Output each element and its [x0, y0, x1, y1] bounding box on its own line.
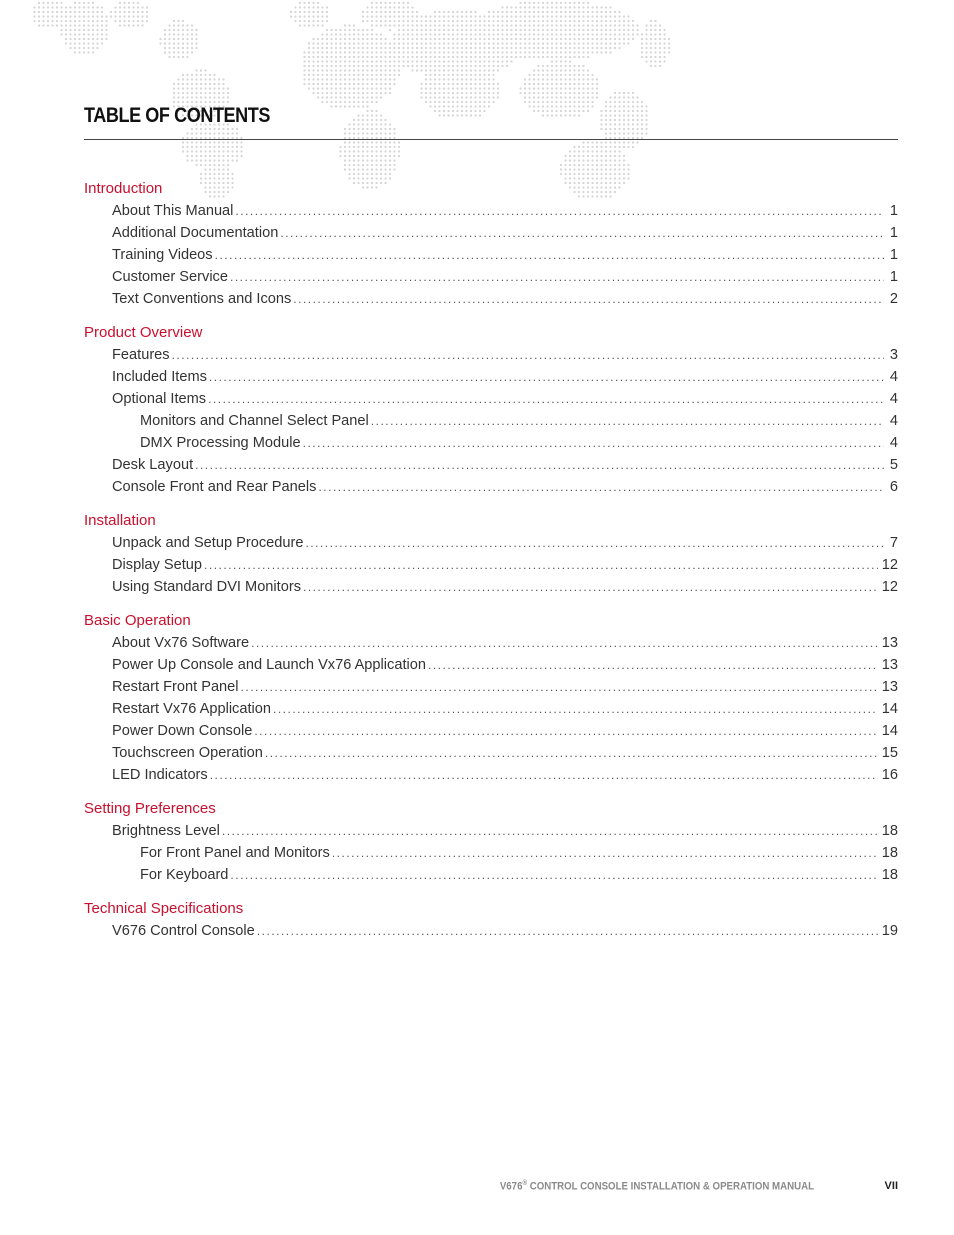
toc-section [84, 610, 898, 786]
dot-leader [293, 288, 884, 310]
dot-leader [172, 344, 884, 366]
section-heading-link[interactable]: Technical Specifications [84, 900, 244, 917]
toc-section [84, 322, 898, 498]
toc-entry-link[interactable] [84, 654, 898, 676]
dot-leader [251, 632, 878, 654]
toc-entry-label: About Vx76 Software [112, 635, 250, 651]
section-heading-link[interactable]: Product Overview [84, 324, 203, 341]
toc-entry-label: V676 Control Console [112, 923, 255, 939]
toc-entry-label: For Keyboard [140, 867, 229, 883]
dot-leader [209, 366, 884, 388]
toc-entry-page: 1 [889, 269, 898, 285]
toc-entry-link[interactable] [84, 576, 898, 598]
toc-entry-label: LED Indicators [112, 767, 208, 783]
toc-entry-label: Training Videos [112, 247, 213, 263]
dot-leader [215, 244, 884, 266]
toc-entry-page: 1 [889, 225, 898, 241]
toc-section [84, 798, 898, 886]
dot-leader [303, 432, 884, 454]
dot-leader [241, 676, 878, 698]
toc-entry-page: 13 [881, 679, 898, 695]
toc-entry-link[interactable] [84, 698, 898, 720]
toc-entry-label: Touchscreen Operation [112, 745, 263, 761]
dot-leader [332, 842, 878, 864]
dot-leader [318, 476, 884, 498]
toc-entry-link[interactable] [84, 742, 898, 764]
toc-entry-link[interactable] [84, 554, 898, 576]
toc-section [84, 178, 898, 310]
section-heading-link[interactable]: Basic Operation [84, 612, 191, 629]
toc-entry-link[interactable] [84, 864, 898, 886]
dot-leader [280, 222, 884, 244]
dot-leader [235, 200, 884, 222]
toc-entry-link[interactable] [84, 842, 898, 864]
toc-entry-page: 2 [889, 291, 898, 307]
dot-leader [273, 698, 878, 720]
toc-entry-page: 6 [889, 479, 898, 495]
toc-entry-link[interactable] [84, 200, 898, 222]
section-heading-link[interactable]: Installation [84, 512, 156, 529]
dot-leader [428, 654, 878, 676]
toc-entry-link[interactable] [84, 820, 898, 842]
toc-entry-page: 14 [881, 723, 898, 739]
dot-leader [254, 720, 877, 742]
toc-entry-label: Desk Layout [112, 457, 194, 473]
toc-entry-page: 4 [889, 413, 898, 429]
toc-entry-link[interactable] [84, 920, 898, 942]
dot-leader [230, 864, 877, 886]
toc-entry-label: For Front Panel and Monitors [140, 845, 330, 861]
toc-entry-label: Additional Documentation [112, 225, 279, 241]
title-divider [84, 139, 898, 140]
footer-page-number: VII [884, 1180, 898, 1192]
table-of-contents [84, 178, 898, 954]
toc-entry-label: Power Up Console and Launch Vx76 Application [112, 657, 426, 673]
toc-section [84, 898, 898, 942]
toc-entry-label: Included Items [112, 369, 207, 385]
toc-entry-page: 12 [881, 579, 898, 595]
dot-leader [305, 532, 884, 554]
toc-entry-page: 3 [889, 347, 898, 363]
toc-entry-label: Using Standard DVI Monitors [112, 579, 301, 595]
toc-entry-page: 4 [889, 435, 898, 451]
dot-leader [230, 266, 884, 288]
toc-entry-link[interactable] [84, 454, 898, 476]
toc-entry-page: 15 [881, 745, 898, 761]
toc-entry-page: 19 [881, 923, 898, 939]
toc-entry-link[interactable] [84, 388, 898, 410]
dot-leader [265, 742, 878, 764]
dot-leader [210, 764, 878, 786]
toc-entry-page: 12 [881, 557, 898, 573]
world-map-dots-icon [0, 0, 700, 200]
toc-entry-page: 1 [889, 203, 898, 219]
toc-entry-page: 5 [889, 457, 898, 473]
toc-entry-page: 4 [889, 369, 898, 385]
footer-manual-title: V676® CONTROL CONSOLE INSTALLATION & OPERATION MANUAL [499, 1180, 814, 1193]
toc-entry-label: Monitors and Channel Select Panel [140, 413, 369, 429]
toc-entry-label: Customer Service [112, 269, 228, 285]
toc-entry-link[interactable] [84, 266, 898, 288]
toc-entry-link[interactable] [84, 532, 898, 554]
toc-entry-label: Features [112, 347, 170, 363]
toc-entry-label: Power Down Console [112, 723, 253, 739]
toc-entry-page: 18 [881, 845, 898, 861]
toc-entry-link[interactable] [84, 476, 898, 498]
toc-entry-link[interactable] [84, 764, 898, 786]
toc-entry-label: DMX Processing Module [140, 435, 301, 451]
toc-entry-label: Brightness Level [112, 823, 220, 839]
toc-entry-page: 7 [889, 535, 898, 551]
section-heading-link[interactable]: Setting Preferences [84, 800, 216, 817]
dot-leader [195, 454, 884, 476]
toc-entry-page: 18 [881, 867, 898, 883]
dot-leader [257, 920, 878, 942]
toc-entry-link[interactable] [84, 222, 898, 244]
toc-entry-page: 13 [881, 635, 898, 651]
toc-entry-link[interactable] [84, 432, 898, 454]
toc-section [84, 510, 898, 598]
toc-entry-label: Unpack and Setup Procedure [112, 535, 304, 551]
toc-entry-link[interactable] [84, 344, 898, 366]
section-heading-link[interactable]: Introduction [84, 180, 163, 197]
page-title: TABLE OF CONTENTS [84, 104, 270, 127]
toc-entry-label: Display Setup [112, 557, 203, 573]
toc-entry-label: Console Front and Rear Panels [112, 479, 317, 495]
toc-entry-page: 1 [889, 247, 898, 263]
dot-leader [222, 820, 878, 842]
toc-entry-link[interactable] [84, 288, 898, 310]
toc-entry-page: 4 [889, 391, 898, 407]
toc-entry-page: 16 [881, 767, 898, 783]
toc-entry-link[interactable] [84, 720, 898, 742]
toc-entry-label: Optional Items [112, 391, 207, 407]
dot-leader [303, 576, 878, 598]
toc-entry-link[interactable] [84, 676, 898, 698]
dot-leader [371, 410, 884, 432]
toc-entry-page: 14 [881, 701, 898, 717]
toc-entry-page: 18 [881, 823, 898, 839]
toc-entry-label: Restart Front Panel [112, 679, 239, 695]
dot-leader [208, 388, 884, 410]
toc-entry-page: 13 [881, 657, 898, 673]
dot-leader [204, 554, 878, 576]
toc-entry-label: Text Conventions and Icons [112, 291, 292, 307]
toc-entry-link[interactable] [84, 632, 898, 654]
toc-entry-link[interactable] [84, 410, 898, 432]
toc-entry-label: About This Manual [112, 203, 234, 219]
toc-entry-label: Restart Vx76 Application [112, 701, 271, 717]
toc-entry-link[interactable] [84, 244, 898, 266]
toc-entry-link[interactable] [84, 366, 898, 388]
